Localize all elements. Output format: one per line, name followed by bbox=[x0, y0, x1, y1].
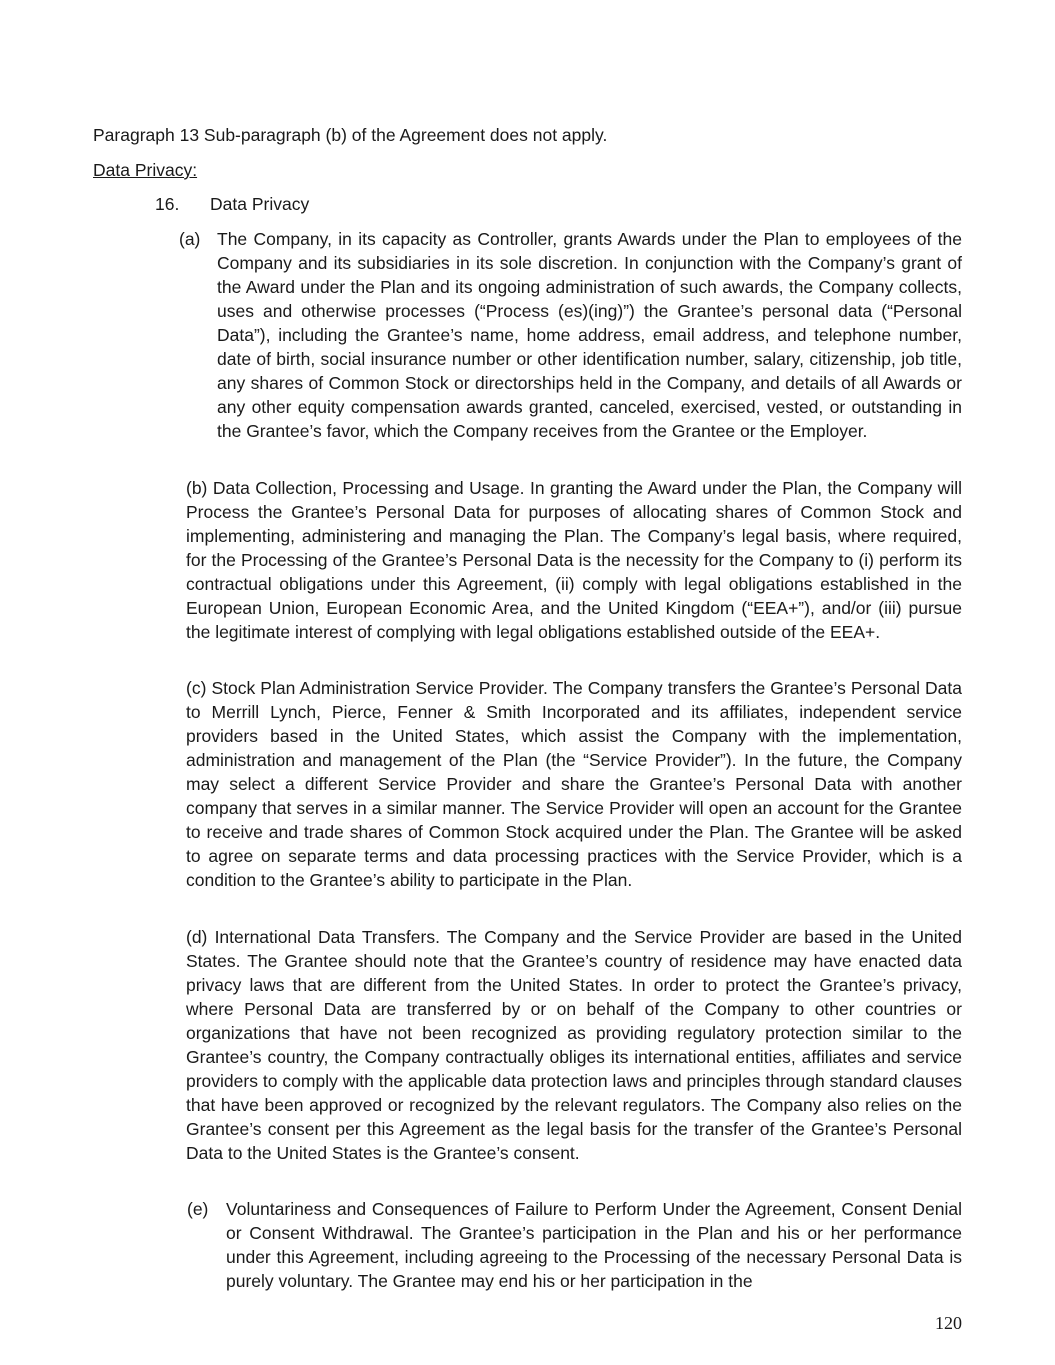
heading-number: 16. bbox=[155, 194, 180, 214]
page-number: 120 bbox=[935, 1313, 962, 1333]
paragraph-b: Data Collection, Processing and Usage. In granting the Award under the Plan, the Company will Process the Grantee’s Personal Data for purposes of allocating shares of Common Stock and implementing, administering and managing the Plan. The Company’s legal basis, where required, for the Processing of the Grantee’s Personal Data is the necessity for the Company to (i) perform its contractual obligations under this Agreement, (ii) comply with legal obligations established in the European Union, European Economic Area, and the United Kingdom (“EEA+”), and/or (iii) pursue the legitimate interest of complying with legal obligations established outside of the EEA+. bbox=[186, 478, 962, 642]
paragraph-d: International Data Transfers. The Company and the Service Provider are based in the United States. The Grantee should note that the Grantee’s country of residence may have enacted data privacy laws that are different from the United States. In order to protect the Grantee’s privacy, where Personal Data are transferred by or on behalf of the Company to other countries or organizations that have not been recognized as providing regulatory protection similar to the Grantee’s country, the Company contractually obliges its international entities, affiliates and service providers to comply with the applicable data protection laws and principles through standard clauses that have been approved or recognized by the relevant regulators. The Company also relies on the Grantee’s consent per this Agreement as the legal basis for the transfer of the Grantee’s Personal Data to the United States is the Grantee’s consent. bbox=[186, 927, 962, 1163]
paragraph-marker-b: (b) bbox=[186, 478, 208, 498]
paragraph-marker-c: (c) bbox=[186, 678, 207, 698]
paragraph-c: Stock Plan Administration Service Provider. The Company transfers the Grantee’s Personal Data to Merrill Lynch, Pierce, Fenner & Smith Incorporated and its affiliates, independent service providers based in the United States, which assist the Company with the implementation, administration and management of the Plan (the “Service Provider”). In the future, the Company may select a different Service Provider and share the Grantee’s Personal Data with another company that serves in a similar manner. The Service Provider will open an account for the Grantee to receive and trade shares of Common Stock acquired under the Plan. The Grantee will be asked to agree on separate terms and data processing practices with the Service Provider, which is a condition to the Grantee’s ability to participate in the Plan. bbox=[186, 678, 962, 890]
paragraph-d-block bbox=[186, 925, 962, 1165]
paragraph-e: Voluntariness and Consequences of Failure to Perform Under the Agreement, Consent Denial or Consent Withdrawal. The Grantee’s participation in the Plan and his or her performance under this Agreement, including agreeing to the Processing of the necessary Personal Data is purely voluntary. The Grantee may end his or her participation in the bbox=[226, 1199, 962, 1291]
section-title: Data Privacy: bbox=[93, 160, 198, 180]
paragraph-marker-d: (d) bbox=[186, 927, 208, 947]
intro-sentence: Paragraph 13 Sub-paragraph (b) of the Agreement does not apply. bbox=[93, 125, 608, 145]
paragraph-marker-e: (e) bbox=[187, 1199, 209, 1219]
heading-text: Data Privacy bbox=[210, 194, 310, 214]
paragraph-marker-a: (a) bbox=[179, 229, 201, 249]
paragraph-b-block bbox=[186, 476, 962, 644]
paragraph-a: The Company, in its capacity as Controller, grants Awards under the Plan to employees of the Company and its subsidiaries in its sole discretion. In conjunction with the Company’s grant of the Award under the Plan and its ongoing administration of such awards, the Company collects, uses and otherwise processes (“Process (es)(ing)”) the Grantee’s personal data (“Personal Data”), including the Grantee’s name, home address, email address, and telephone number, date of birth, social insurance number or other identification number, salary, citizenship, job title, any shares of Common Stock or directorships held in the Company, and details of all Awards or any other equity compensation awards granted, canceled, exercised, vested, or outstanding in the Grantee’s favor, which the Company receives from the Grantee or the Employer. bbox=[217, 229, 962, 441]
paragraph-c-block bbox=[186, 676, 962, 892]
